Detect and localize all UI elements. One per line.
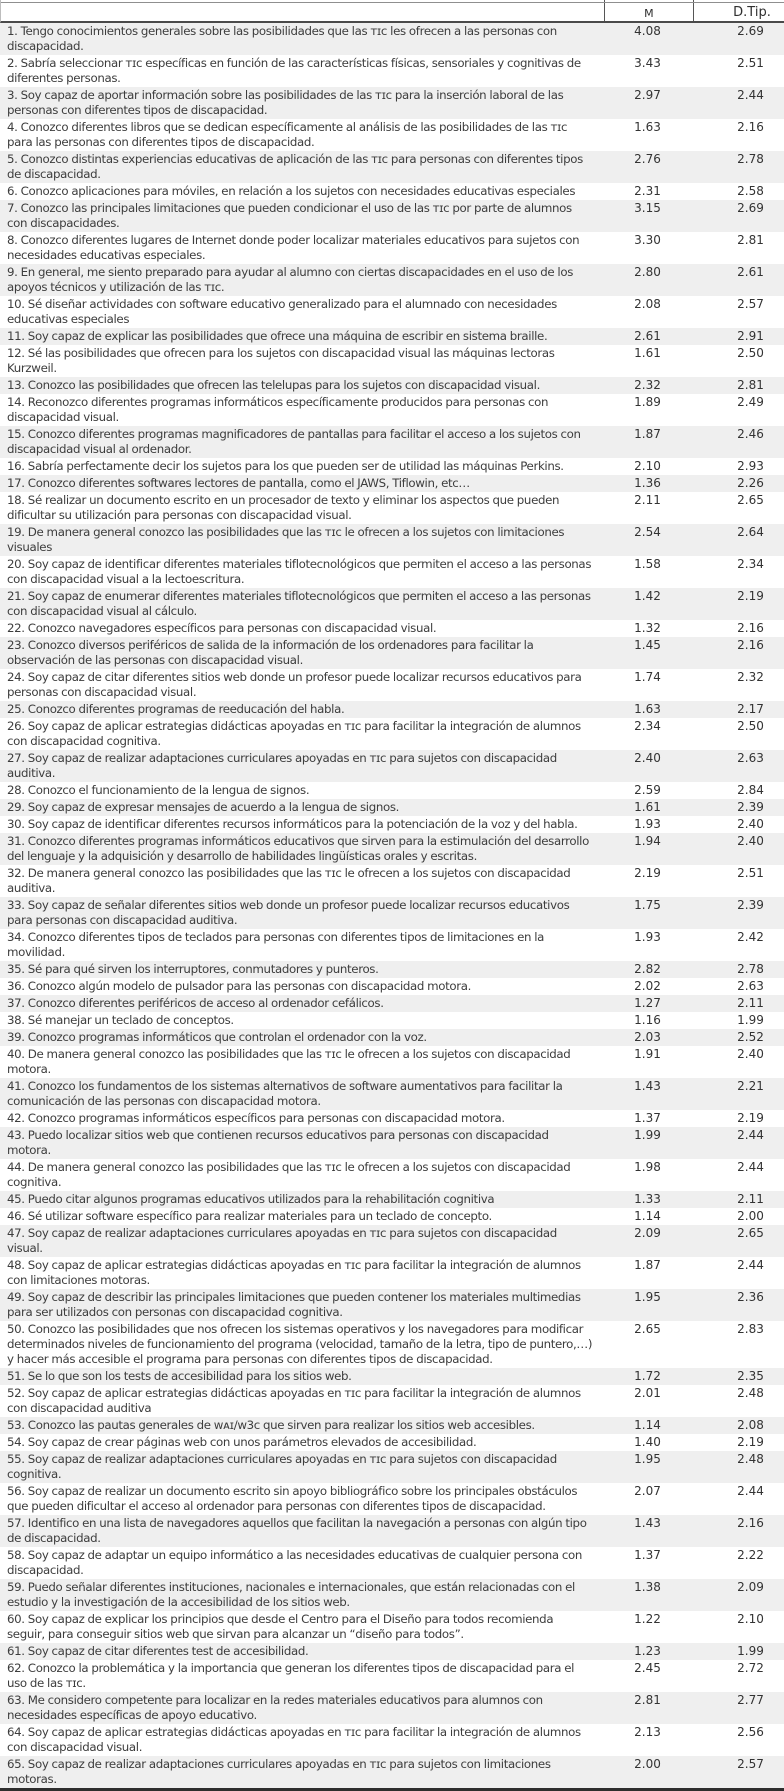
item-mean-value: 2.76: [634, 152, 661, 166]
item-text: 36. Conozco algún modelo de pulsador para las personas con discapacidad motora.: [7, 979, 472, 993]
item-sd-value: 2.69: [737, 24, 764, 38]
item-mean-value: 2.07: [634, 1484, 661, 1498]
item-sd-value: 2.51: [737, 866, 764, 880]
item-sd-value: 2.83: [737, 1322, 764, 1336]
item-text: 65. Soy capaz de realizar adaptaciones curriculares apoyadas en ᴛɪᴄ para sujetos con limitaciones motoras.: [7, 1757, 551, 1786]
item-mean-value: 3.15: [634, 201, 661, 215]
item-text: 39. Conozco programas informáticos que controlan el ordenador con la voz.: [7, 1030, 427, 1044]
item-mean-value: 1.91: [634, 1047, 661, 1061]
column-header-sd: D.Tip.: [693, 0, 784, 21]
item-text: 40. De manera general conozco las posibilidades que las ᴛɪᴄ le ofrecen a los sujetos con discapacidad motora.: [7, 1047, 571, 1076]
table-row: [0, 718, 784, 750]
table-row: [0, 978, 784, 995]
item-mean-value: 1.75: [634, 898, 661, 912]
item-mean-value: 1.36: [634, 476, 661, 490]
item-mean-value: 1.37: [634, 1111, 661, 1125]
table-row: [0, 1434, 784, 1451]
item-text: 41. Conozco los fundamentos de los sistemas alternativos de software aumentativos para facilitar la comunicación de las personas con discapacidad motora.: [7, 1079, 563, 1108]
table-row: [0, 394, 784, 426]
table-row: [0, 1191, 784, 1208]
item-sd-value: 2.52: [737, 1030, 764, 1044]
table-row: [0, 328, 784, 345]
item-text: 43. Puedo localizar sitios web que contienen recursos educativos para personas con discapacidad motora.: [7, 1128, 549, 1157]
item-text: 7. Conozco las principales limitaciones que pueden condicionar el uso de las ᴛɪᴄ por parte de alumnos con discapacidades.: [7, 201, 572, 230]
table-row: [0, 377, 784, 394]
item-mean-value: 1.37: [634, 1548, 661, 1562]
table-row: [0, 782, 784, 799]
table-row: [0, 1046, 784, 1078]
item-text: 5. Conozco distintas experiencias educativas de aplicación de las ᴛɪᴄ para personas con diferentes tipos de discapacidad.: [7, 152, 583, 181]
item-text: 25. Conozco diferentes programas de reeducación del habla.: [7, 702, 345, 716]
item-sd-value: 2.63: [737, 979, 764, 993]
item-sd-value: 2.91: [737, 329, 764, 343]
item-sd-value: 2.16: [737, 621, 764, 635]
table-row: [0, 23, 784, 55]
item-mean-value: 1.63: [634, 702, 661, 716]
table-row: [0, 816, 784, 833]
table-row: [0, 1579, 784, 1611]
item-sd-value: 2.51: [737, 56, 764, 70]
table-row: [0, 1515, 784, 1547]
item-text: 28. Conozco el funcionamiento de la lengua de signos.: [7, 783, 310, 797]
table-row: [0, 200, 784, 232]
table-row: [0, 556, 784, 588]
item-mean-value: 2.97: [634, 88, 661, 102]
item-mean-value: 4.08: [634, 24, 661, 38]
table-row: [0, 345, 784, 377]
item-mean-value: 1.89: [634, 395, 661, 409]
item-sd-value: 2.48: [737, 1452, 764, 1466]
item-sd-value: 2.16: [737, 638, 764, 652]
item-mean-value: 2.65: [634, 1322, 661, 1336]
item-sd-value: 2.35: [737, 1369, 764, 1383]
item-mean-value: 1.32: [634, 621, 661, 635]
item-mean-value: 1.72: [634, 1369, 661, 1383]
item-sd-value: 2.48: [737, 1386, 764, 1400]
item-mean-value: 2.01: [634, 1386, 661, 1400]
item-mean-value: 1.95: [634, 1452, 661, 1466]
item-mean-value: 1.99: [634, 1128, 661, 1142]
table-row: [0, 119, 784, 151]
item-sd-value: 2.26: [737, 476, 764, 490]
table-row: [0, 1321, 784, 1368]
table-row: [0, 1225, 784, 1257]
table-row: [0, 1483, 784, 1515]
table-row: [0, 701, 784, 718]
item-mean-value: 2.34: [634, 719, 661, 733]
item-mean-value: 1.14: [634, 1209, 661, 1223]
column-header-mean: M: [604, 0, 693, 21]
table-row: [0, 1078, 784, 1110]
item-text: 61. Soy capaz de citar diferentes test de accesibilidad.: [7, 1644, 309, 1658]
item-sd-value: 2.21: [737, 1079, 764, 1093]
table-row: [0, 151, 784, 183]
item-mean-value: 2.82: [634, 962, 661, 976]
table-row: [0, 1643, 784, 1660]
item-sd-value: 2.81: [737, 378, 764, 392]
table-row: [0, 833, 784, 865]
item-mean-value: 2.02: [634, 979, 661, 993]
column-header-items: [1, 0, 604, 21]
item-text: 37. Conozco diferentes periféricos de acceso al ordenador cefálicos.: [7, 996, 384, 1010]
table-row: [0, 1547, 784, 1579]
item-text: 62. Conozco la problemática y la importancia que generan los diferentes tipos de discapacidad para el uso de las ᴛɪᴄ.: [7, 1661, 575, 1690]
item-sd-value: 2.19: [737, 1111, 764, 1125]
item-text: 49. Soy capaz de describir las principales limitaciones que pueden contener los materiales multimedias para ser utilizados con personas con discapacidad cognitiva.: [7, 1290, 581, 1319]
item-mean-value: 2.40: [634, 751, 661, 765]
item-mean-value: 1.63: [634, 120, 661, 134]
item-sd-value: 2.44: [737, 1160, 764, 1174]
item-text: 59. Puedo señalar diferentes instituciones, nacionales e internacionales, que están relacionadas con el estudio y la investigación de la accesibilidad de los sitios web.: [7, 1580, 575, 1609]
item-text: 56. Soy capaz de realizar un documento escrito sin apoyo bibliográfico sobre los principales obstáculos que pueden dificultar el acceso al ordenador para personas con diferentes tipos de discapacidad.: [7, 1484, 578, 1513]
item-mean-value: 2.11: [634, 493, 661, 507]
table-row: [0, 1417, 784, 1434]
item-text: 11. Soy capaz de explicar las posibilidades que ofrece una máquina de escribir en sistema braille.: [7, 329, 548, 343]
table-row: [0, 865, 784, 897]
item-mean-value: 2.59: [634, 783, 661, 797]
table-body: [0, 23, 784, 1791]
table-row: [0, 961, 784, 978]
item-mean-value: 2.32: [634, 378, 661, 392]
item-text: 48. Soy capaz de aplicar estrategias didácticas apoyadas en ᴛɪᴄ para facilitar la integración de alumnos con limitaciones motoras.: [7, 1258, 581, 1287]
table-header-row: [0, 0, 784, 23]
item-text: 16. Sabría perfectamente decir los sujetos para los que pueden ser de utilidad las máquinas Perkins.: [7, 459, 564, 473]
item-text: 22. Conozco navegadores específicos para personas con discapacidad visual.: [7, 621, 437, 635]
table-row: [0, 1368, 784, 1385]
item-text: 33. Soy capaz de señalar diferentes sitios web donde un profesor puede localizar recursos educativos para personas con discapacidad auditiva.: [7, 898, 570, 927]
item-sd-value: 1.99: [737, 1013, 764, 1027]
table-row: [0, 55, 784, 87]
table-row: [0, 87, 784, 119]
item-mean-value: 2.09: [634, 1226, 661, 1240]
item-mean-value: 1.43: [634, 1079, 661, 1093]
item-sd-value: 2.44: [737, 1258, 764, 1272]
item-text: 34. Conozco diferentes tipos de teclados para personas con diferentes tipos de limitaciones en la movilidad.: [7, 930, 545, 959]
item-mean-value: 2.10: [634, 459, 661, 473]
item-mean-value: 1.43: [634, 1516, 661, 1530]
table-row: [0, 1385, 784, 1417]
item-sd-value: 2.93: [737, 459, 764, 473]
item-sd-value: 2.34: [737, 557, 764, 571]
item-text: 13. Conozco las posibilidades que ofrecen las telelupas para los sujetos con discapacidad visual.: [7, 378, 540, 392]
item-mean-value: 1.23: [634, 1644, 661, 1658]
item-sd-value: 2.63: [737, 751, 764, 765]
item-sd-value: 2.11: [737, 996, 764, 1010]
item-text: 51. Se lo que son los tests de accesibilidad para los sitios web.: [7, 1369, 352, 1383]
item-sd-value: 2.42: [737, 930, 764, 944]
item-mean-value: 1.45: [634, 638, 661, 652]
item-mean-value: 2.54: [634, 525, 661, 539]
item-text: 6. Conozco aplicaciones para móviles, en relación a los sujetos con necesidades educativas especiales: [7, 184, 576, 198]
table-row: [0, 1257, 784, 1289]
item-text: 29. Soy capaz de expresar mensajes de acuerdo a la lengua de signos.: [7, 800, 400, 814]
item-text: 4. Conozco diferentes libros que se dedican específicamente al análisis de las posibilidades de las ᴛɪᴄ para las personas con diferentes tipos de discapacidad.: [7, 120, 568, 149]
item-mean-value: 3.43: [634, 56, 661, 70]
item-sd-value: 2.09: [737, 1580, 764, 1594]
table-row: [0, 264, 784, 296]
item-mean-value: 2.08: [634, 297, 661, 311]
item-mean-value: 1.61: [634, 346, 661, 360]
item-sd-value: 2.65: [737, 493, 764, 507]
table-row: [0, 492, 784, 524]
table-row: [0, 1012, 784, 1029]
table-row: [0, 1692, 784, 1724]
item-sd-value: 2.17: [737, 702, 764, 716]
table-row: [0, 296, 784, 328]
item-text: 53. Conozco las pautas generales de ᴡᴀɪ/ᴡ3ᴄ que sirven para realizar los sitios web accesibles.: [7, 1418, 535, 1432]
table-row: [0, 183, 784, 200]
table-row: [0, 995, 784, 1012]
item-sd-value: 2.64: [737, 525, 764, 539]
item-mean-value: 1.93: [634, 817, 661, 831]
item-text: 14. Reconozco diferentes programas informáticos específicamente producidos para personas con discapacidad visual.: [7, 395, 549, 424]
table-row: [0, 897, 784, 929]
item-text: 15. Conozco diferentes programas magnificadores de pantallas para facilitar el acceso a los sujetos con discapacidad visual al ordenador.: [7, 427, 581, 456]
table-row: [0, 1756, 784, 1788]
item-mean-value: 2.45: [634, 1661, 661, 1675]
item-text: 54. Soy capaz de crear páginas web con unos parámetros elevados de accesibilidad.: [7, 1435, 477, 1449]
item-sd-value: 1.99: [737, 1644, 764, 1658]
item-mean-value: 1.22: [634, 1612, 661, 1626]
table-row: [0, 1208, 784, 1225]
table-row: [0, 232, 784, 264]
item-sd-value: 2.10: [737, 1612, 764, 1626]
item-sd-value: 2.22: [737, 1548, 764, 1562]
item-sd-value: 2.40: [737, 817, 764, 831]
item-sd-value: 2.84: [737, 783, 764, 797]
table-row: [0, 750, 784, 782]
item-mean-value: 1.16: [634, 1013, 661, 1027]
table-row: [0, 588, 784, 620]
item-mean-value: 1.98: [634, 1160, 661, 1174]
item-mean-value: 1.87: [634, 1258, 661, 1272]
table-row: [0, 1451, 784, 1483]
table-row: [0, 524, 784, 556]
item-sd-value: 2.39: [737, 898, 764, 912]
item-mean-value: 1.14: [634, 1418, 661, 1432]
table-row: [0, 1611, 784, 1643]
item-text: 23. Conozco diversos periféricos de salida de la información de los ordenadores para facilitar la observación de las personas con discapacidad visual.: [7, 638, 534, 667]
item-text: 46. Sé utilizar software específico para realizar materiales para un teclado de concepto.: [7, 1209, 492, 1223]
item-mean-value: 2.19: [634, 866, 661, 880]
item-mean-value: 2.81: [634, 1693, 661, 1707]
item-sd-value: 2.11: [737, 1192, 764, 1206]
table-row: [0, 1660, 784, 1692]
table-row: [0, 1110, 784, 1127]
item-text: 45. Puedo citar algunos programas educativos utilizados para la rehabilitación cognitiva: [7, 1192, 495, 1206]
item-sd-value: 2.40: [737, 834, 764, 848]
item-text: 1. Tengo conocimientos generales sobre las posibilidades que las ᴛɪᴄ les ofrecen a las personas con discapacidad.: [7, 24, 557, 53]
item-text: 50. Conozco las posibilidades que nos ofrecen los sistemas operativos y los navegadores para modificar determinados niveles de funcionamiento del programa (velocidad, tamaño de la letra, tipo de puntero,…) y hacer más accesible el programa para personas con diferentes tipos de discapacidad.: [7, 1322, 593, 1366]
item-sd-value: 2.32: [737, 670, 764, 684]
item-sd-value: 2.78: [737, 962, 764, 976]
item-text: 32. De manera general conozco las posibilidades que las ᴛɪᴄ le ofrecen a los sujetos con discapacidad auditiva.: [7, 866, 571, 895]
item-text: 20. Soy capaz de identificar diferentes materiales tiflotecnológicos que permiten el acceso a las personas con discapacidad visual a la lectoescritura.: [7, 557, 592, 586]
item-mean-value: 1.61: [634, 800, 661, 814]
item-mean-value: 1.33: [634, 1192, 661, 1206]
table-row: [0, 1289, 784, 1321]
item-sd-value: 2.57: [737, 1757, 764, 1771]
item-mean-value: 2.61: [634, 329, 661, 343]
item-mean-value: 1.58: [634, 557, 661, 571]
item-mean-value: 2.13: [634, 1725, 661, 1739]
item-sd-value: 2.39: [737, 800, 764, 814]
table-row: [0, 929, 784, 961]
table-row: [0, 799, 784, 816]
item-sd-value: 2.16: [737, 1516, 764, 1530]
table-row: [0, 1029, 784, 1046]
item-mean-value: 1.42: [634, 589, 661, 603]
item-text: 55. Soy capaz de realizar adaptaciones curriculares apoyadas en ᴛɪᴄ para sujetos con discapacidad cognitiva.: [7, 1452, 557, 1481]
item-sd-value: 2.46: [737, 427, 764, 441]
item-text: 42. Conozco programas informáticos específicos para personas con discapacidad motora.: [7, 1111, 505, 1125]
item-text: 18. Sé realizar un documento escrito en un procesador de texto y eliminar los aspectos que pueden dificultar su utilización para personas con discapacidad visual.: [7, 493, 560, 522]
item-sd-value: 2.19: [737, 589, 764, 603]
item-sd-value: 2.69: [737, 201, 764, 215]
item-text: 47. Soy capaz de realizar adaptaciones curriculares apoyadas en ᴛɪᴄ para sujetos con discapacidad visual.: [7, 1226, 557, 1255]
item-text: 8. Conozco diferentes lugares de Internet donde poder localizar materiales educativos para sujetos con necesidades educativas especiales.: [7, 233, 580, 262]
item-mean-value: 1.27: [634, 996, 661, 1010]
item-mean-value: 2.31: [634, 184, 661, 198]
item-text: 58. Soy capaz de adaptar un equipo informático a las necesidades educativas de cualquier persona con discapacidad.: [7, 1548, 582, 1577]
item-text: 24. Soy capaz de citar diferentes sitios web donde un profesor puede localizar recursos educativos para personas con discapacidad visual.: [7, 670, 582, 699]
item-sd-value: 2.81: [737, 233, 764, 247]
item-text: 60. Soy capaz de explicar los principios que desde el Centro para el Diseño para todos recomienda seguir, para conseguir sitios web que sirvan para alcanzar un “diseño para todos”.: [7, 1612, 554, 1641]
item-sd-value: 2.44: [737, 88, 764, 102]
item-sd-value: 2.50: [737, 719, 764, 733]
item-sd-value: 2.56: [737, 1725, 764, 1739]
item-sd-value: 2.77: [737, 1693, 764, 1707]
item-mean-value: 2.80: [634, 265, 661, 279]
item-sd-value: 2.40: [737, 1047, 764, 1061]
table-row: [0, 1159, 784, 1191]
table-row: [0, 475, 784, 492]
item-mean-value: 3.30: [634, 233, 661, 247]
table-row: [0, 458, 784, 475]
item-text: 35. Sé para qué sirven los interruptores, conmutadores y punteros.: [7, 962, 379, 976]
item-sd-value: 2.16: [737, 120, 764, 134]
item-text: 30. Soy capaz de identificar diferentes recursos informáticos para la potenciación de la voz y del habla.: [7, 817, 578, 831]
item-sd-value: 2.58: [737, 184, 764, 198]
item-text: 31. Conozco diferentes programas informáticos educativos que sirven para la estimulación del desarrollo del lenguaje y la adquisición y desarrollo de habilidades lingüísticas orales y escritas.: [7, 834, 589, 863]
item-text: 9. En general, me siento preparado para ayudar al alumno con ciertas discapacidades en el uso de los apoyos técnicos y utilización de las ᴛɪᴄ.: [7, 265, 574, 294]
item-text: 64. Soy capaz de aplicar estrategias didácticas apoyadas en ᴛɪᴄ para facilitar la integración de alumnos con discapacidad visual.: [7, 1725, 581, 1754]
item-sd-value: 2.49: [737, 395, 764, 409]
item-mean-value: 1.87: [634, 427, 661, 441]
item-sd-value: 2.08: [737, 1418, 764, 1432]
item-sd-value: 2.61: [737, 265, 764, 279]
item-sd-value: 2.78: [737, 152, 764, 166]
item-sd-value: 2.00: [737, 1209, 764, 1223]
item-text: 17. Conozco diferentes softwares lectores de pantalla, como el JAWS, Tiflowin, etc…: [7, 476, 470, 490]
item-text: 12. Sé las posibilidades que ofrecen para los sujetos con discapacidad visual las máquinas lectoras Kurzweil.: [7, 346, 555, 375]
item-text: 21. Soy capaz de enumerar diferentes materiales tiflotecnológicos que permiten el acceso a las personas con discapacidad visual al cálculo.: [7, 589, 591, 618]
item-mean-value: 1.38: [634, 1580, 661, 1594]
item-text: 38. Sé manejar un teclado de conceptos.: [7, 1013, 234, 1027]
item-sd-value: 2.44: [737, 1484, 764, 1498]
table-row: [0, 426, 784, 458]
item-text: 3. Soy capaz de aportar información sobre las posibilidades de las ᴛɪᴄ para la inserción laboral de las personas con diferentes tipos de discapacidad.: [7, 88, 564, 117]
item-sd-value: 2.36: [737, 1290, 764, 1304]
item-text: 52. Soy capaz de aplicar estrategias didácticas apoyadas en ᴛɪᴄ para facilitar la integración de alumnos con discapacidad auditiva: [7, 1386, 581, 1415]
item-sd-value: 2.19: [737, 1435, 764, 1449]
item-mean-value: 1.95: [634, 1290, 661, 1304]
item-text: 26. Soy capaz de aplicar estrategias didácticas apoyadas en ᴛɪᴄ para facilitar la integración de alumnos con discapacidad cognitiva.: [7, 719, 581, 748]
item-text: 63. Me considero competente para localizar en la redes materiales educativos para alumnos con necesidades específicas de apoyo educativo.: [7, 1693, 543, 1722]
table-row: [0, 620, 784, 637]
item-text: 57. Identifico en una lista de navegadores aquellos que facilitan la navegación a personas con algún tipo de discapacidad.: [7, 1516, 587, 1545]
table-row: [0, 669, 784, 701]
item-mean-value: 1.40: [634, 1435, 661, 1449]
table-row: [0, 1127, 784, 1159]
table-row: [0, 1724, 784, 1756]
item-mean-value: 2.03: [634, 1030, 661, 1044]
item-sd-value: 2.72: [737, 1661, 764, 1675]
item-text: 19. De manera general conozco las posibilidades que las ᴛɪᴄ le ofrecen a los sujetos con limitaciones visuales: [7, 525, 565, 554]
item-sd-value: 2.65: [737, 1226, 764, 1240]
table-top-rule: [1, 2, 784, 3]
item-text: 2. Sabría seleccionar ᴛɪᴄ específicas en función de las características físicas, sensoriales y cognitivas de diferentes personas.: [7, 56, 581, 85]
item-sd-value: 2.57: [737, 297, 764, 311]
item-text: 10. Sé diseñar actividades con software educativo generalizado para el alumnado con necesidades educativas especiales: [7, 297, 557, 326]
table-row: [0, 637, 784, 669]
item-sd-value: 2.44: [737, 1128, 764, 1142]
item-mean-value: 1.94: [634, 834, 661, 848]
item-text: 27. Soy capaz de realizar adaptaciones curriculares apoyadas en ᴛɪᴄ para sujetos con discapacidad auditiva.: [7, 751, 557, 780]
item-mean-value: 1.74: [634, 670, 661, 684]
item-mean-value: 1.93: [634, 930, 661, 944]
item-sd-value: 2.50: [737, 346, 764, 360]
item-mean-value: 2.00: [634, 1757, 661, 1771]
item-text: 44. De manera general conozco las posibilidades que las ᴛɪᴄ le ofrecen a los sujetos con discapacidad cognitiva.: [7, 1160, 571, 1189]
